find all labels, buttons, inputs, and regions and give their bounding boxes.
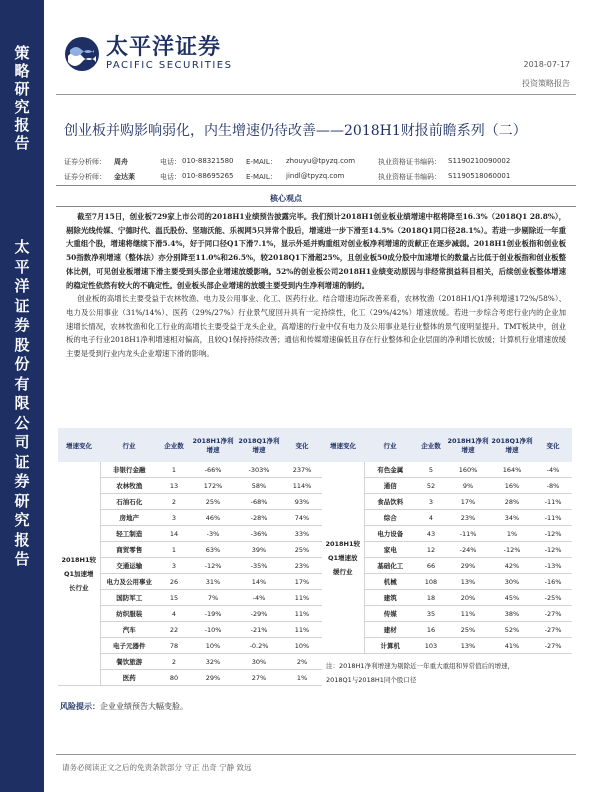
- table-cell: -12%: [534, 542, 572, 558]
- analyst-phone: 010-88321580: [182, 157, 234, 165]
- table-cell: 78: [158, 638, 190, 654]
- table-cell: 30%: [236, 654, 282, 670]
- table-cell: -303%: [236, 462, 282, 478]
- table-cell: 58%: [236, 478, 282, 494]
- table-cell: 18: [416, 590, 446, 606]
- analyst-cert: S1190518060001: [448, 172, 511, 180]
- brand-name-en: PACIFIC SECURITIES: [106, 60, 233, 71]
- risk-warning: [60, 701, 188, 712]
- industry-name: 电力设备: [364, 526, 416, 542]
- industry-name: 交通运输: [100, 558, 158, 574]
- table-cell: -27%: [534, 606, 572, 622]
- sidebar: [0, 0, 44, 792]
- table-cell: -11%: [534, 494, 572, 510]
- table-cell: 13%: [446, 638, 490, 654]
- table-cell: 17%: [282, 574, 322, 590]
- report-date: 2018-07-17: [523, 60, 570, 69]
- table-cell: 1: [158, 542, 190, 558]
- analyst-email[interactable]: zhouyu@tpyzq.com: [286, 157, 356, 165]
- table-cell: 11%: [446, 606, 490, 622]
- table-cell: 108: [416, 574, 446, 590]
- table-cell: -12%: [190, 558, 236, 574]
- table-cell: 33%: [282, 526, 322, 542]
- industry-name: 有色金属: [364, 462, 416, 478]
- table-cell: 10%: [282, 638, 322, 654]
- group-label: 2018H1较Q1加速增长行业: [58, 462, 100, 686]
- industry-name: 轻工制造: [100, 526, 158, 542]
- table-cell: 66: [416, 558, 446, 574]
- table-cell: -21%: [236, 622, 282, 638]
- table-cell: -29%: [236, 606, 282, 622]
- table-cell: 25%: [190, 494, 236, 510]
- table-cell: 1: [158, 462, 190, 478]
- table-cell: -13%: [534, 558, 572, 574]
- table-cell: 29%: [446, 558, 490, 574]
- table-cell: 74%: [282, 510, 322, 526]
- table-cell: 43: [416, 526, 446, 542]
- column-header: 企业数: [416, 428, 446, 462]
- table-cell: -27%: [534, 638, 572, 654]
- header-divider: [56, 94, 576, 95]
- table-cell: 11%: [282, 606, 322, 622]
- industry-name: 医药: [100, 670, 158, 686]
- table-cell: -4%: [236, 590, 282, 606]
- table-cell: 28%: [490, 494, 534, 510]
- analyst-name: 周舟: [114, 158, 128, 166]
- table-cell: 41%: [490, 638, 534, 654]
- table-cell: 4: [416, 510, 446, 526]
- table-cell: -35%: [236, 558, 282, 574]
- industry-name: 机械: [364, 574, 416, 590]
- table-cell: -25%: [534, 590, 572, 606]
- sidebar-company-name: 太平洋证券股份有限公司证券研究报告: [14, 238, 30, 568]
- decelerating-industries-table: [322, 428, 572, 692]
- table-cell: 11%: [282, 590, 322, 606]
- report-title: 创业板并购影响弱化，内生增速仍待改善——2018H1财报前瞻系列（二）: [64, 123, 527, 139]
- analyst-role: 证券分析师：: [64, 158, 106, 166]
- analyst-phone-label: 电话：: [160, 173, 181, 181]
- table-cell: 12: [416, 542, 446, 558]
- table-cell: -36%: [236, 526, 282, 542]
- industry-name: 国防军工: [100, 590, 158, 606]
- core-view-heading: 核心观点: [270, 194, 302, 203]
- analyst-phone-label: 电话：: [160, 158, 181, 166]
- table-cell: -16%: [534, 574, 572, 590]
- group-label: 2018H1较Q1增速放缓行业: [322, 462, 364, 654]
- analyst-email[interactable]: jindl@tpyzq.com: [286, 172, 345, 180]
- table-cell: 23%: [446, 510, 490, 526]
- table-cell: 9%: [446, 478, 490, 494]
- table-cell: 114%: [282, 478, 322, 494]
- paragraph: 创业板的高增长主要受益于农林牧渔、电力及公用事业、化工、医药行业。结合增速边际改善来看，农林牧渔（2018H1/Q1净利增速172%/58%）、电力及公用事业（31%/14%）、医药（29%/27%）行业景气度回升具有一定持续性，化工（29%/42%）增速放缓。若进一步综合考虑行业内的企业加速增长情况，农林牧渔和化工行业的高增长主要受益于龙头企业，高增速的行业中仅有电力及公用事业是行业整体的景气度明显提升。TMT板块中，创业板的电子行业2018H1净利增速相对偏高，且较Q1保持持续改善；通信和传媒增速偏低且存在行业整体和企业层面的净利增长放缓；计算机行业增速放缓主要是受到行业内龙头企业增速下滑的影响。: [66, 294, 566, 359]
- analyst-phone: 010-88695265: [182, 172, 234, 180]
- table-cell: 22: [158, 622, 190, 638]
- industry-name: 纺织服装: [100, 606, 158, 622]
- table-cell: 160%: [446, 462, 490, 478]
- table-cell: -68%: [236, 494, 282, 510]
- table-row: [322, 462, 572, 478]
- industry-name: 房地产: [100, 510, 158, 526]
- risk-label: 风险提示：: [60, 702, 100, 711]
- table-cell: 3: [416, 494, 446, 510]
- table-cell: 164%: [490, 462, 534, 478]
- analyst-email-label: E-MAIL：: [246, 173, 277, 181]
- table-cell: 10%: [190, 638, 236, 654]
- industry-name: 通信: [364, 478, 416, 494]
- analyst-cert: S1190210090002: [448, 157, 511, 165]
- industry-name: 电子元器件: [100, 638, 158, 654]
- table-cell: 103: [416, 638, 446, 654]
- accelerating-industries-table: [58, 428, 322, 686]
- table-cell: 172%: [190, 478, 236, 494]
- table-cell: 2: [158, 654, 190, 670]
- table-cell: 42%: [490, 558, 534, 574]
- column-header: 行业: [364, 428, 416, 462]
- column-header: 2018H1净利增速: [446, 428, 490, 462]
- table-cell: 80: [158, 670, 190, 686]
- table-cell: 31%: [190, 574, 236, 590]
- footer-divider: [56, 754, 576, 755]
- table-cell: 29%: [190, 670, 236, 686]
- industry-name: 建材: [364, 622, 416, 638]
- table-cell: 30%: [490, 574, 534, 590]
- analyst-cert-label: 执业资格证书编码：: [378, 158, 441, 166]
- analyst-email-label: E-MAIL：: [246, 158, 277, 166]
- analyst-name: 金达莱: [114, 173, 135, 181]
- column-header: 变化: [282, 428, 322, 462]
- table-cell: 38%: [490, 606, 534, 622]
- table-note-row: [322, 654, 572, 693]
- pacific-wave-logo-icon: [64, 36, 100, 72]
- column-header: 2018H1净利增速: [190, 428, 236, 462]
- table-cell: 52%: [490, 622, 534, 638]
- table-cell: 237%: [282, 462, 322, 478]
- industry-name: 电力及公用事业: [100, 574, 158, 590]
- table-note-line: 注：2018H1净利增速为剔除近一年重大重组和异常值后的增速，: [326, 662, 515, 670]
- sidebar-report-category: 策略研究报告: [14, 44, 30, 152]
- industry-name: 农林牧渔: [100, 478, 158, 494]
- table-cell: 93%: [282, 494, 322, 510]
- table-cell: 2%: [282, 654, 322, 670]
- industry-name: 餐饮旅游: [100, 654, 158, 670]
- table-cell: 25%: [446, 622, 490, 638]
- table-cell: 7%: [190, 590, 236, 606]
- table-cell: 3: [158, 558, 190, 574]
- table-cell: 34%: [490, 510, 534, 526]
- table-cell: 32%: [190, 654, 236, 670]
- table-cell: -66%: [190, 462, 236, 478]
- table-cell: 14: [158, 526, 190, 542]
- table-header-row: [58, 428, 322, 462]
- table-note-line: 2018Q1与2018H1同个股口径: [326, 676, 417, 684]
- table-cell: 63%: [190, 542, 236, 558]
- table-cell: 1%: [282, 670, 322, 686]
- table-cell: 5: [416, 462, 446, 478]
- table-cell: -11%: [534, 510, 572, 526]
- table-cell: 4: [158, 606, 190, 622]
- table-cell: 20%: [446, 590, 490, 606]
- core-view-body: [66, 210, 566, 361]
- footer-disclaimer: 请务必阅读正文之后的免责条款部分 守正 出奇 宁静 致远: [62, 763, 252, 772]
- section-divider: [56, 185, 576, 186]
- table-cell: 16: [416, 622, 446, 638]
- column-header: 2018Q1净利增速: [236, 428, 282, 462]
- table-cell: -11%: [446, 526, 490, 542]
- industry-name: 汽车: [100, 622, 158, 638]
- industry-name: 非银行金融: [100, 462, 158, 478]
- table-note: [322, 654, 572, 693]
- table-cell: 27%: [236, 670, 282, 686]
- table-cell: 25%: [282, 542, 322, 558]
- table-cell: -12%: [534, 526, 572, 542]
- table-cell: -24%: [446, 542, 490, 558]
- company-logo: [64, 36, 232, 72]
- table-cell: 3: [158, 510, 190, 526]
- table-cell: 15: [158, 590, 190, 606]
- brand-name-cn: 太平洋证券: [106, 35, 222, 60]
- column-header: 增速变化: [58, 428, 100, 462]
- analyst-cert-label: 执业资格证书编码：: [378, 173, 441, 181]
- table-cell: 11%: [282, 622, 322, 638]
- industry-name: 传媒: [364, 606, 416, 622]
- analyst-role: 证券分析师：: [64, 173, 106, 181]
- table-cell: 2: [158, 494, 190, 510]
- table-header-row: [322, 428, 572, 462]
- table-cell: 17%: [446, 494, 490, 510]
- table-cell: -28%: [236, 510, 282, 526]
- industry-name: 计算机: [364, 638, 416, 654]
- table-cell: -19%: [190, 606, 236, 622]
- table-cell: 46%: [190, 510, 236, 526]
- column-header: 企业数: [158, 428, 190, 462]
- column-header: 2018Q1净利增速: [490, 428, 534, 462]
- table-row: [58, 462, 322, 478]
- column-header: 变化: [534, 428, 572, 462]
- table-cell: -12%: [490, 542, 534, 558]
- column-header: 增速变化: [322, 428, 364, 462]
- table-cell: 26: [158, 574, 190, 590]
- table-cell: -8%: [534, 478, 572, 494]
- table-cell: 45%: [490, 590, 534, 606]
- table-cell: -4%: [534, 462, 572, 478]
- industry-name: 石油石化: [100, 494, 158, 510]
- table-cell: 39%: [236, 542, 282, 558]
- table-cell: 1%: [490, 526, 534, 542]
- table-cell: 14%: [236, 574, 282, 590]
- section-divider: [56, 206, 576, 207]
- table-cell: 16%: [490, 478, 534, 494]
- table-cell: -3%: [190, 526, 236, 542]
- table-cell: -0.2%: [236, 638, 282, 654]
- industry-name: 家电: [364, 542, 416, 558]
- table-cell: 35: [416, 606, 446, 622]
- industry-name: 商贸零售: [100, 542, 158, 558]
- table-cell: 23%: [282, 558, 322, 574]
- industry-name: 基础化工: [364, 558, 416, 574]
- table-cell: 52: [416, 478, 446, 494]
- risk-text: 企业业绩预告大幅变脸。: [100, 702, 188, 711]
- industry-name: 综合: [364, 510, 416, 526]
- table-cell: -10%: [190, 622, 236, 638]
- table-cell: -27%: [534, 622, 572, 638]
- table-cell: 13%: [446, 574, 490, 590]
- industry-name: 食品饮料: [364, 494, 416, 510]
- report-type: 投资策略报告: [522, 79, 570, 88]
- table-cell: 13: [158, 478, 190, 494]
- column-header: 行业: [100, 428, 158, 462]
- industry-name: 建筑: [364, 590, 416, 606]
- paragraph: 截至7月15日，创业板729家上市公司的2018H1业绩预告披露完毕。我们预计2018H1创业板业绩增速中枢将降至16.3%（2018Q1 28.8%），剔除光线传媒、宁德时代、温氏股份、坚瑞沃能、乐视网5只异常个股后，增速进一步下滑至14.5%（2018Q1同口径28.1%）。若进一步剔除近一年重大重组个股，增速将继续下滑5.4%，好于同口径Q1下滑7.1%，显示外延并购重组对创业板净利增速的贡献正在逐步减弱。2018H1创业板指和创业板50指数净利增速（整体法）亦分别降至11.0%和26.5%，较2018Q1下滑超25%，且创业板50成分股中加速增长的数量占比低于创业板指和创业板整体比例，可见创业板增速下滑主要受到头部企业增速放缓影响。52%的创业板公司2018H1业绩变动原因与非经常损益科目相关，后续创业板整体增速的稳定性依然有较大的不确定性。创业板头部企业增速的放缓主要受到内生净利增速的制约。: [66, 212, 566, 290]
